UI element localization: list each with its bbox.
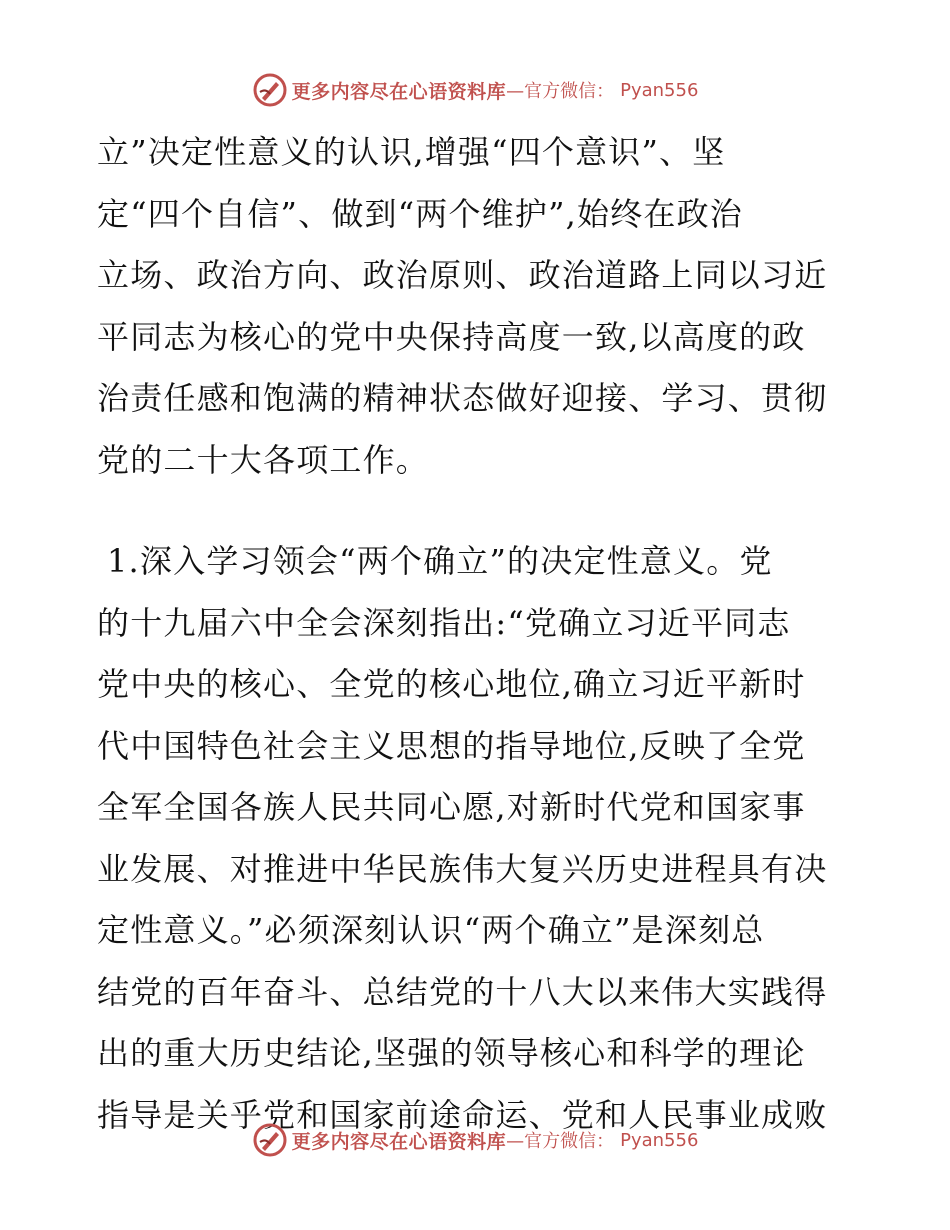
text-line: 全军全国各族人民共同心愿,对新时代党和国家事 (97, 788, 806, 826)
header-watermark (0, 70, 950, 110)
watermark-wechat-id: Pyan556 (620, 1129, 699, 1151)
brand-logo-icon (252, 1122, 288, 1158)
text-line: 的十九届六中全会深刻指出:“党确立习近平同志 (97, 603, 791, 642)
document-body (97, 122, 857, 1146)
watermark-wechat-label: —官方微信： (506, 1131, 615, 1152)
text-line: 出的重大历史结论,坚强的领导核心和科学的理论 (97, 1034, 806, 1072)
text-line: 治责任感和饱满的精神状态做好迎接、学习、贯彻 (97, 379, 828, 417)
watermark-wechat-id: Pyan556 (620, 79, 699, 101)
text-line: 1.深入学习领会“两个确立”的决定性意义。党 (107, 542, 773, 580)
watermark-wechat-label: —官方微信： (506, 81, 615, 102)
text-line: 定“四个自信”、做到“两个维护”,始终在政治 (97, 194, 744, 233)
text-line: 党中央的核心、全党的核心地位,确立习近平新时 (97, 665, 806, 703)
footer-watermark (0, 1120, 950, 1160)
watermark-brand-text: 更多内容尽在心语资料库 (291, 80, 507, 103)
text-line: 立”决定性意义的认识,增强“四个意识”、坚 (97, 133, 726, 171)
paragraph-2 (97, 531, 857, 1146)
text-line: 结党的百年奋斗、总结党的十八大以来伟大实践得 (97, 972, 828, 1011)
text-line: 业发展、对推进中华民族伟大复兴历史进程具有决 (97, 849, 828, 888)
text-line: 党的二十大各项工作。 (97, 440, 430, 479)
text-line: 平同志为核心的党中央保持高度一致,以高度的政 (97, 317, 806, 356)
text-line: 定性意义。”必须深刻认识“两个确立”是深刻总 (97, 911, 765, 949)
watermark-brand-text: 更多内容尽在心语资料库 (291, 1130, 507, 1153)
paragraph-1 (97, 122, 857, 491)
text-line: 代中国特色社会主义思想的指导地位,反映了全党 (97, 726, 806, 765)
text-line: 立场、政治方向、政治原则、政治道路上同以习近 (97, 256, 828, 294)
brand-logo-icon (252, 72, 288, 108)
text-line: 指导是关乎党和国家前途命运、党和人民事业成败 (97, 1095, 828, 1134)
paragraph-gap (97, 491, 857, 531)
